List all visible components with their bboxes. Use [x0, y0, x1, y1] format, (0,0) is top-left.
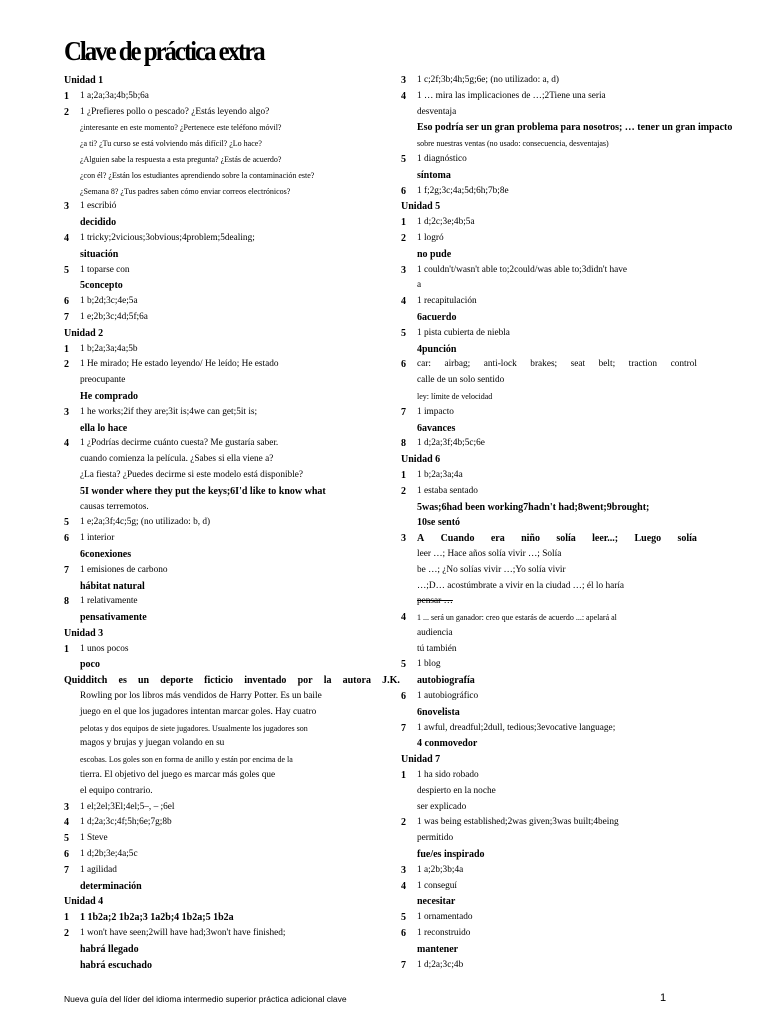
answer-text: 1 pista cubierta de niebla: [417, 327, 510, 338]
exercise-line: [64, 310, 386, 326]
continuation-line: [64, 752, 386, 768]
answer-text: pensar …: [417, 596, 453, 607]
answer-text: causas terremotos.: [80, 501, 149, 512]
exercise-line: [401, 863, 697, 879]
answer-text: …;D… acostúmbrate a vivir en la ciudad …; él lo haría: [417, 580, 625, 591]
answer-text: 1 autobiográfico: [417, 691, 479, 702]
paragraph-line: [64, 673, 400, 689]
exercise-number: 1: [401, 770, 406, 782]
answer-text: ley: límite de velocidad: [417, 391, 493, 401]
exercise-line: [401, 721, 697, 737]
answer-text: He comprado: [80, 390, 139, 402]
exercise-number: 3: [401, 864, 406, 876]
section-heading-text: Unidad 4: [64, 896, 104, 908]
answer-text: 1 escribió: [80, 201, 117, 212]
continuation-line: [64, 247, 386, 263]
answer-text: habrá llegado: [80, 943, 139, 955]
section-heading: [64, 73, 386, 89]
exercise-line: [401, 958, 697, 974]
continuation-line: [401, 247, 697, 263]
exercise-number: 7: [401, 722, 406, 734]
exercise-number: 4: [401, 296, 406, 308]
exercise-line: [64, 926, 386, 942]
continuation-line: [64, 736, 386, 752]
exercise-line: [64, 105, 386, 121]
answer-text: pelotas y dos equipos de siete jugadores. Usualmente los jugadores son: [80, 723, 308, 733]
exercise-number: 2: [64, 359, 69, 371]
answer-text: mantener: [417, 943, 459, 955]
continuation-line: [401, 310, 697, 326]
answer-text: 1 b;2a;3a;4a: [417, 469, 463, 480]
section-heading-text: Unidad 6: [401, 454, 441, 466]
continuation-line: [64, 784, 386, 800]
answer-text: 1 e;2a;3f;4c;5g; (no utilizado: b, d): [80, 517, 211, 528]
answer-text: 1 d;2a;3f;4b;5c;6e: [417, 438, 485, 449]
page-title: Clave de práctica extra: [64, 36, 264, 66]
continuation-line: [64, 184, 386, 200]
answer-text: decidido: [80, 217, 117, 229]
answer-text: 1 logró: [417, 232, 444, 243]
answer-text: audiencia: [417, 627, 453, 638]
continuation-line: [64, 579, 386, 595]
answer-text: be …; ¿No solías vivir …;Yo solía vivir: [417, 564, 566, 575]
answer-text: tierra. El objetivo del juego es marcar más goles que: [80, 770, 276, 781]
exercise-number: 7: [64, 864, 69, 876]
exercise-number: 1: [401, 217, 406, 229]
answer-text: 1 f;2g;3c;4a;5d;6h;7b;8e: [417, 185, 509, 196]
answer-text: autobiografía: [417, 675, 475, 687]
exercise-number: 6: [401, 928, 406, 940]
exercise-line: [401, 73, 697, 89]
answer-text: 1 a;2b;3b;4a: [417, 864, 464, 875]
exercise-line: [401, 531, 697, 547]
exercise-number: 4: [401, 880, 406, 892]
answer-text: ella lo hace: [80, 422, 128, 434]
exercise-number: 3: [401, 75, 406, 86]
answer-text: juego en el que los jugadores intentan marcar goles. Hay cuatro: [80, 706, 317, 717]
continuation-line: [64, 547, 386, 563]
continuation-line: [401, 579, 697, 595]
answer-text: 6conexiones: [80, 548, 132, 560]
exercise-number: 2: [401, 485, 406, 497]
footer-text: Nueva guía del líder del idioma intermedio superior práctica adicional clave: [64, 994, 347, 1004]
continuation-line: [64, 942, 386, 958]
answer-text: 1 a;2a;3a;4b;5b;6a: [80, 90, 149, 101]
exercise-number: 6: [401, 185, 406, 197]
exercise-line: [401, 689, 697, 705]
answer-text: ¿La fiesta? ¿Puedes decirme si este modelo está disponible?: [80, 469, 304, 480]
exercise-number: 5: [401, 912, 406, 924]
exercise-number: 4: [401, 90, 406, 102]
answer-text: 1 diagnóstico: [417, 153, 467, 164]
exercise-number: 2: [64, 928, 69, 940]
answer-text: magos y brujas y juegan volando en su: [80, 738, 225, 749]
exercise-number: 1: [401, 469, 406, 481]
continuation-line: [64, 484, 386, 500]
exercise-line: [401, 231, 697, 247]
exercise-number: 4: [64, 817, 69, 829]
answer-text: 1 c;2f;3b;4h;5g;6e; (no utilizado: a, d): [417, 75, 560, 85]
answer-text: 1 1b2a;2 1b2a;3 1a2b;4 1b2a;5 1b2a: [80, 912, 234, 924]
answer-text: el equipo contrario.: [80, 785, 153, 796]
continuation-line: [401, 547, 697, 563]
answer-text: 1 couldn't/wasn't able to;2could/was able to;3didn't have: [417, 264, 628, 275]
answer-text: 1 reconstruido: [417, 928, 471, 939]
answer-text: 1 ¿Prefieres pollo o pescado? ¿Estás leyendo algo?: [80, 106, 270, 117]
answer-text: preocupante: [80, 375, 126, 386]
exercise-number: 7: [64, 311, 69, 323]
answer-text: fue/es inspirado: [417, 849, 485, 861]
continuation-line: [64, 373, 386, 389]
answer-text: 6avances: [417, 422, 456, 434]
answer-text: 1 ornamentado: [417, 912, 473, 923]
exercise-number: 5: [64, 517, 69, 529]
answer-text: 1 ¿Podrías decirme cuánto cuesta? Me gustaría saber.: [80, 438, 279, 449]
exercise-line: [401, 657, 697, 673]
exercise-line: [64, 263, 386, 279]
exercise-number: 3: [401, 533, 406, 545]
exercise-line: [64, 531, 386, 547]
exercise-number: 6: [401, 691, 406, 703]
continuation-line: [64, 768, 386, 784]
answer-text: 4 conmovedor: [417, 738, 478, 750]
answer-text: leer …; Hace años solía vivir …; Solía: [417, 548, 562, 559]
exercise-line: [64, 199, 386, 215]
continuation-line: [401, 784, 697, 800]
answer-text: 1 d;2b;3e;4a;5c: [80, 849, 138, 860]
section-heading-text: Unidad 2: [64, 327, 104, 339]
answer-text: determinación: [80, 880, 142, 892]
exercise-line: [401, 184, 697, 200]
exercise-line: [401, 357, 697, 373]
answer-text: 1 interior: [80, 533, 115, 544]
exercise-line: [64, 515, 386, 531]
answer-text: 6acuerdo: [417, 311, 457, 323]
continuation-line: [401, 105, 697, 121]
answer-text: 1 b;2d;3c;4e;5a: [80, 296, 138, 307]
exercise-number: 4: [64, 438, 69, 450]
continuation-line: [401, 942, 697, 958]
section-heading-text: Unidad 3: [64, 627, 104, 639]
section-heading: [64, 326, 386, 342]
answer-text: 5I wonder where they put the keys;6I'd like to know what: [80, 485, 326, 497]
answer-text: A Cuando era niño solía leer...; Luego solía: [417, 533, 697, 545]
section-heading-text: Unidad 7: [401, 754, 441, 766]
exercise-line: [401, 215, 697, 231]
continuation-line: [401, 626, 697, 642]
exercise-line: [64, 815, 386, 831]
section-heading: [64, 894, 386, 910]
answer-text: 1 toparse con: [80, 264, 130, 275]
continuation-line: [64, 500, 386, 516]
answer-text: ¿con él? ¿Están los estudiantes aprendiendo sobre la contaminación este?: [80, 170, 315, 180]
answer-text: 1 he works;2if they are;3it is;4we can get;5it is;: [80, 406, 258, 417]
answer-text: a: [417, 280, 422, 291]
answer-text: 1 emisiones de carbono: [80, 564, 168, 575]
exercise-line: [64, 831, 386, 847]
exercise-line: [401, 152, 697, 168]
continuation-line: [401, 894, 697, 910]
section-heading: [64, 626, 386, 642]
exercise-line: [401, 768, 697, 784]
exercise-line: [64, 342, 386, 358]
continuation-line: [64, 389, 386, 405]
continuation-line: [401, 563, 697, 579]
answer-text: Eso podría ser un gran problema para nosotros; … tener un gran impacto: [417, 122, 733, 134]
answer-text: 1 Steve: [80, 833, 108, 844]
answer-text: 1 agilidad: [80, 864, 117, 875]
page-number: 1: [660, 992, 667, 1004]
answer-text: ¿a ti? ¿Tu curso se está volviendo más difícil? ¿Lo hace?: [80, 139, 262, 149]
answer-text: ¿Alguien sabe la respuesta a esta pregunta? ¿Estás de acuerdo?: [80, 154, 282, 164]
exercise-number: 8: [401, 438, 406, 450]
continuation-line: [64, 452, 386, 468]
answer-text: 1 won't have seen;2will have had;3won't have finished;: [80, 928, 286, 939]
continuation-line: [64, 958, 386, 974]
answer-text: 5was;6had been working7hadn't had;8went;9brought;: [417, 501, 650, 513]
exercise-line: [401, 610, 697, 626]
answer-text: ¿interesante en este momento? ¿Pertenece este teléfono móvil?: [80, 123, 282, 133]
exercise-line: [64, 357, 386, 373]
exercise-number: 7: [401, 959, 406, 971]
exercise-line: [401, 484, 697, 500]
answer-text: 1 relativamente: [80, 596, 138, 607]
continuation-line: [401, 500, 697, 516]
exercise-number: 3: [64, 801, 69, 813]
exercise-line: [64, 294, 386, 310]
exercise-number: 6: [64, 296, 69, 308]
answer-text: 5concepto: [80, 280, 123, 292]
answer-text: despierto en la noche: [417, 785, 496, 796]
exercise-number: 1: [64, 343, 69, 355]
answer-text: car: airbag; anti-lock brakes; seat belt; traction control: [417, 359, 697, 370]
answer-text: 1 d;2a;3c;4f;5h;6e;7g;8b: [80, 817, 172, 828]
answer-text: 1 recapitulación: [417, 296, 477, 307]
exercise-line: [401, 263, 697, 279]
exercise-line: [64, 89, 386, 105]
left-column: [64, 73, 400, 973]
answer-text: 1 blog: [417, 659, 441, 670]
exercise-line: [64, 642, 386, 658]
section-heading-text: Unidad 1: [64, 75, 104, 86]
answer-text: 1 d;2a;3c;4b: [417, 959, 464, 970]
exercise-number: 7: [64, 564, 69, 576]
continuation-line: [64, 136, 386, 152]
continuation-line: [64, 721, 386, 737]
exercise-number: 6: [64, 849, 69, 861]
answer-text: cuando comienza la película. ¿Sabes si ella viene a?: [80, 454, 274, 465]
exercise-number: 2: [401, 232, 406, 244]
exercise-number: 5: [401, 153, 406, 165]
exercise-number: 1: [64, 643, 69, 655]
exercise-line: [64, 405, 386, 421]
answer-text: hábitat natural: [80, 580, 145, 592]
continuation-line: [401, 594, 697, 610]
exercise-number: 5: [64, 264, 69, 276]
answer-text: calle de un solo sentido: [417, 375, 505, 386]
continuation-line: [64, 657, 386, 673]
exercise-line: [64, 800, 386, 816]
exercise-number: 2: [64, 106, 69, 118]
exercise-number: 1: [64, 90, 69, 102]
exercise-number: 5: [401, 327, 406, 339]
exercise-number: 5: [401, 659, 406, 671]
exercise-number: 1: [64, 912, 69, 924]
continuation-line: [64, 168, 386, 184]
answer-text: 1 impacto: [417, 406, 454, 417]
continuation-line: [64, 689, 386, 705]
exercise-line: [401, 468, 697, 484]
continuation-line: [64, 421, 386, 437]
answer-text: escobas. Los goles son en forma de anillo y están por encima de la: [80, 755, 293, 765]
exercise-number: 4: [64, 232, 69, 244]
answer-text: 1 tricky;2vicious;3obvious;4problem;5dealing;: [80, 232, 255, 243]
exercise-line: [64, 436, 386, 452]
exercise-number: 3: [64, 201, 69, 213]
continuation-line: [401, 847, 697, 863]
continuation-line: [401, 136, 697, 152]
exercise-number: 3: [64, 406, 69, 418]
continuation-line: [64, 152, 386, 168]
exercise-number: 4: [401, 612, 406, 624]
continuation-line: [64, 705, 386, 721]
answer-text: 4punción: [417, 343, 457, 355]
exercise-number: 2: [401, 817, 406, 829]
exercise-line: [401, 405, 697, 421]
exercise-line: [401, 926, 697, 942]
answer-text: ser explicado: [417, 801, 467, 812]
answer-text: 1 He mirado; He estado leyendo/ He leído; He estado: [80, 359, 279, 370]
exercise-line: [64, 910, 386, 926]
exercise-number: 5: [64, 833, 69, 845]
answer-text: ¿Semana 8? ¿Tus padres saben cómo enviar correos electrónicos?: [80, 186, 291, 196]
section-heading: [401, 199, 697, 215]
answer-text: Rowling por los libros más vendidos de Harry Potter. Es un baile: [80, 691, 322, 702]
continuation-line: [401, 373, 697, 389]
exercise-number: 8: [64, 596, 69, 608]
answer-text: 6novelista: [417, 706, 460, 718]
answer-text: 1 was being established;2was given;3was built;4being: [417, 817, 619, 828]
answer-text: habrá escuchado: [80, 959, 152, 971]
answer-text: sobre nuestras ventas (no usado: consecuencia, desventajas): [417, 139, 609, 149]
answer-text: 10se sentó: [417, 517, 461, 529]
continuation-line: [401, 515, 697, 531]
continuation-line: [64, 879, 386, 895]
continuation-line: [64, 610, 386, 626]
exercise-line: [401, 294, 697, 310]
answer-text: 1 el;2el;3El;4el;5–, – ;6el: [80, 801, 175, 812]
continuation-line: [401, 389, 697, 405]
answer-text: 1 unos pocos: [80, 643, 129, 654]
answer-text: 1 estaba sentado: [417, 485, 478, 496]
continuation-line: [401, 278, 697, 294]
exercise-line: [401, 879, 697, 895]
paragraph-text: Quidditch es un deporte ficticio inventado por la autora J.K.: [64, 675, 400, 687]
exercise-line: [401, 910, 697, 926]
answer-text: 1 d;2c;3e;4b;5a: [417, 217, 475, 228]
continuation-line: [401, 800, 697, 816]
exercise-number: 3: [401, 264, 406, 276]
answer-text: poco: [80, 659, 100, 671]
exercise-line: [401, 815, 697, 831]
answer-text: 1 ha sido robado: [417, 770, 479, 781]
answer-text: situación: [80, 248, 119, 260]
exercise-line: [64, 231, 386, 247]
continuation-line: [401, 421, 697, 437]
continuation-line: [401, 120, 733, 136]
answer-text: 1 conseguí: [417, 880, 458, 891]
continuation-line: [401, 168, 697, 184]
exercise-line: [401, 326, 697, 342]
answer-text: síntoma: [417, 169, 451, 181]
exercise-line: [64, 863, 386, 879]
continuation-line: [401, 642, 697, 658]
answer-text: pensativamente: [80, 612, 147, 624]
section-heading-text: Unidad 5: [401, 201, 441, 213]
answer-text: 1 b;2a;3a;4a;5b: [80, 343, 138, 354]
section-heading: [401, 452, 697, 468]
continuation-line: [401, 673, 697, 689]
continuation-line: [401, 736, 697, 752]
exercise-line: [64, 594, 386, 610]
exercise-number: 6: [401, 359, 406, 371]
answer-text: tú también: [417, 643, 457, 654]
continuation-line: [64, 120, 386, 136]
continuation-line: [64, 278, 386, 294]
answer-text: 1 e;2b;3c;4d;5f;6a: [80, 311, 148, 322]
continuation-line: [64, 215, 386, 231]
continuation-line: [401, 705, 697, 721]
answer-text: permitido: [417, 833, 454, 844]
continuation-line: [401, 342, 697, 358]
exercise-line: [401, 436, 697, 452]
answer-text: necesitar: [417, 896, 456, 908]
answer-text: 1 … mira las implicaciones de …;2Tiene una seria: [417, 90, 606, 101]
exercise-line: [64, 563, 386, 579]
exercise-line: [64, 847, 386, 863]
answer-text: 1 ... será un ganador: creo que estarás de acuerdo ...: apelará al: [417, 613, 617, 623]
exercise-number: 7: [401, 406, 406, 418]
continuation-line: [401, 831, 697, 847]
answer-text: 1 awful, dreadful;2dull, tedious;3evocative language;: [417, 722, 616, 733]
exercise-number: 6: [64, 533, 69, 545]
exercise-line: [401, 89, 697, 105]
continuation-line: [64, 468, 386, 484]
section-heading: [401, 752, 697, 768]
right-column: [401, 73, 733, 973]
answer-text: desventaja: [417, 106, 457, 117]
answer-text: no pude: [417, 248, 452, 260]
